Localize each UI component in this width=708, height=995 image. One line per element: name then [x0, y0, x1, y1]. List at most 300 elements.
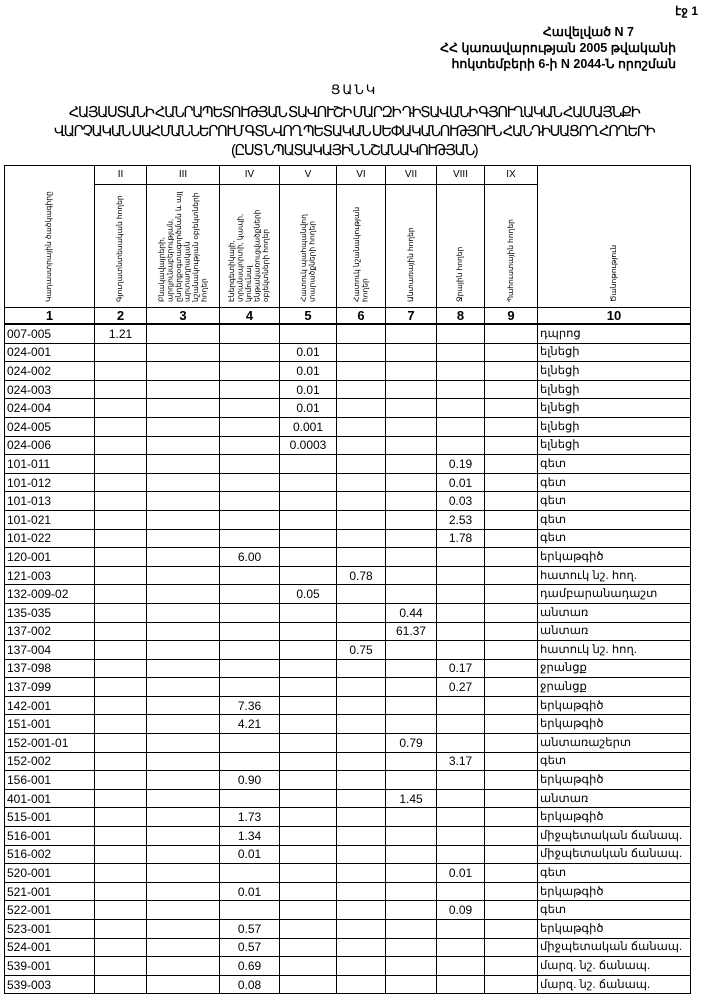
area-value: [485, 901, 538, 920]
table-row: [5, 808, 691, 827]
table-row: [5, 362, 691, 381]
cadastral-code: 024-001: [5, 343, 95, 362]
area-value: [337, 808, 386, 827]
area-value: [95, 827, 147, 846]
cadastral-code: 101-013: [5, 492, 95, 511]
area-value: [437, 957, 485, 976]
area-value: [485, 473, 538, 492]
annex-line: հոկտեմբերի 6-ի N 2044-Ն որոշման: [451, 57, 676, 71]
area-value: [386, 715, 437, 734]
table-row: [5, 566, 691, 585]
roman-numeral: IV: [220, 166, 280, 185]
area-value: [386, 529, 437, 548]
note-cell: միջպետական ճանապ.: [538, 938, 691, 957]
note-cell: գետ: [538, 510, 691, 529]
area-value: [337, 399, 386, 418]
cadastral-code: 524-001: [5, 938, 95, 957]
area-value: [220, 864, 280, 883]
area-value: [337, 771, 386, 790]
area-value: [337, 827, 386, 846]
area-value: [485, 678, 538, 697]
table-row: [5, 771, 691, 790]
area-value: [95, 901, 147, 920]
area-value: [337, 585, 386, 604]
area-value: [147, 920, 220, 939]
annex-reference: [440, 24, 676, 72]
table-row: [5, 529, 691, 548]
area-value: [280, 975, 337, 994]
area-value: 0.01: [280, 343, 337, 362]
cadastral-code: 523-001: [5, 920, 95, 939]
area-value: [147, 827, 220, 846]
area-value: [147, 455, 220, 474]
area-value: [437, 603, 485, 622]
table-row: [5, 734, 691, 753]
area-value: 0.79: [386, 734, 437, 753]
area-value: [386, 492, 437, 511]
roman-numeral: VIII: [437, 166, 485, 185]
column-header: [95, 185, 147, 308]
list-heading: ՑԱՆԿ: [330, 82, 378, 97]
table-row: [5, 752, 691, 771]
area-value: [280, 957, 337, 976]
note-cell: միջպետական ճանապ.: [538, 845, 691, 864]
area-value: [220, 399, 280, 418]
area-value: [485, 752, 538, 771]
area-value: [280, 529, 337, 548]
table-row: [5, 901, 691, 920]
area-value: 0.01: [220, 882, 280, 901]
area-value: [437, 436, 485, 455]
area-value: [337, 678, 386, 697]
table-row: [5, 399, 691, 418]
area-value: [485, 585, 538, 604]
area-value: [95, 920, 147, 939]
note-cell: ելնեցի: [538, 417, 691, 436]
area-value: 0.01: [280, 380, 337, 399]
area-value: [437, 734, 485, 753]
table-row: [5, 827, 691, 846]
cadastral-code: 101-022: [5, 529, 95, 548]
area-value: 0.19: [437, 455, 485, 474]
header-text: Ջրային հողեր: [455, 246, 465, 302]
area-value: [485, 789, 538, 808]
cadastral-code: 516-002: [5, 845, 95, 864]
area-value: [147, 715, 220, 734]
roman-numeral: VII: [386, 166, 437, 185]
area-value: [220, 362, 280, 381]
area-value: [437, 938, 485, 957]
roman-numeral: VI: [337, 166, 386, 185]
area-value: 0.17: [437, 659, 485, 678]
area-value: [147, 436, 220, 455]
area-value: [337, 901, 386, 920]
area-value: [280, 789, 337, 808]
area-value: [280, 603, 337, 622]
area-value: [147, 678, 220, 697]
table-row: [5, 659, 691, 678]
note-cell: անտառաշերտ: [538, 734, 691, 753]
area-value: [220, 436, 280, 455]
note-cell: մարզ. նշ. ճանապ.: [538, 975, 691, 994]
area-value: [95, 473, 147, 492]
cadastral-code: 539-003: [5, 975, 95, 994]
cadastral-code: 156-001: [5, 771, 95, 790]
note-cell: դամբարանադաշտ: [538, 585, 691, 604]
area-value: [337, 455, 386, 474]
table-row: [5, 585, 691, 604]
cadastral-code: 401-001: [5, 789, 95, 808]
area-value: [337, 510, 386, 529]
area-value: [280, 641, 337, 660]
note-cell: ելնեցի: [538, 362, 691, 381]
area-value: 7.36: [220, 696, 280, 715]
area-value: [386, 771, 437, 790]
note-cell: գետ: [538, 455, 691, 474]
area-value: [95, 529, 147, 548]
area-value: [220, 752, 280, 771]
cadastral-code: 007-005: [5, 324, 95, 343]
area-value: [437, 771, 485, 790]
table-row: [5, 975, 691, 994]
area-value: [220, 585, 280, 604]
area-value: [280, 845, 337, 864]
page-label: էջ 1: [675, 4, 698, 18]
area-value: [220, 566, 280, 585]
area-value: [147, 901, 220, 920]
note-cell: երկաթգիծ: [538, 548, 691, 567]
area-value: [280, 566, 337, 585]
area-value: [147, 473, 220, 492]
area-value: [147, 957, 220, 976]
area-value: 0.001: [280, 417, 337, 436]
table-row: [5, 622, 691, 641]
area-value: [147, 752, 220, 771]
area-value: [220, 603, 280, 622]
area-value: [337, 603, 386, 622]
roman-numeral: V: [280, 166, 337, 185]
table-row: [5, 845, 691, 864]
area-value: [386, 659, 437, 678]
area-value: [485, 436, 538, 455]
header-text: Էներգետիկայի, տրանսպորտի, կապի, կոմունալ ենթակառուցվածքների օբյեկտների հողեր: [227, 209, 271, 302]
area-value: [485, 362, 538, 381]
area-value: 1.45: [386, 789, 437, 808]
table-row: [5, 882, 691, 901]
area-value: [220, 659, 280, 678]
area-value: [386, 362, 437, 381]
area-value: [220, 492, 280, 511]
area-value: [337, 752, 386, 771]
table-row: [5, 864, 691, 883]
area-value: 0.27: [437, 678, 485, 697]
area-value: [337, 882, 386, 901]
area-value: 0.01: [220, 845, 280, 864]
area-value: [386, 436, 437, 455]
area-value: [95, 436, 147, 455]
header-text: Գյուղատնտեսական հողեր: [115, 195, 125, 302]
area-value: [485, 882, 538, 901]
table-row: [5, 603, 691, 622]
area-value: [147, 380, 220, 399]
area-value: [386, 864, 437, 883]
area-value: [437, 362, 485, 381]
area-value: [437, 882, 485, 901]
area-value: 0.0003: [280, 436, 337, 455]
area-value: [437, 920, 485, 939]
note-cell: դպրոց: [538, 324, 691, 343]
area-value: [386, 548, 437, 567]
area-value: [147, 975, 220, 994]
table-row: [5, 324, 691, 343]
area-value: [220, 324, 280, 343]
roman-numeral: II: [95, 166, 147, 185]
area-value: [485, 957, 538, 976]
area-value: [485, 603, 538, 622]
area-value: [437, 324, 485, 343]
area-value: [437, 566, 485, 585]
cadastral-code: 152-001-01: [5, 734, 95, 753]
area-value: 4.21: [220, 715, 280, 734]
area-value: [280, 715, 337, 734]
note-cell: գետ: [538, 473, 691, 492]
area-value: 0.75: [337, 641, 386, 660]
note-cell: երկաթգիծ: [538, 920, 691, 939]
cadastral-code: 151-001: [5, 715, 95, 734]
note-cell: ելնեցի: [538, 343, 691, 362]
area-value: 2.53: [437, 510, 485, 529]
cadastral-code: 137-002: [5, 622, 95, 641]
area-value: 1.78: [437, 529, 485, 548]
note-cell: գետ: [538, 864, 691, 883]
area-value: [386, 585, 437, 604]
area-value: [147, 641, 220, 660]
title-line: ՎԱՐՉԱԿԱՆ ՍԱՀՄԱՆՆԵՐՈՒՄ ԳՏՆՎՈՂ ՊԵՏԱԿԱՆ ՍԵՓԱԿԱՆՈՒԹՅՈՒՆ ՀԱՆԴԻՍԱՑՈՂ ՀՈՂԵՐԻ: [53, 123, 655, 140]
area-value: [437, 622, 485, 641]
area-value: [485, 920, 538, 939]
area-value: [147, 622, 220, 641]
column-header: [280, 185, 337, 308]
area-value: [95, 362, 147, 381]
area-value: [386, 510, 437, 529]
area-value: [485, 417, 538, 436]
table-row: [5, 380, 691, 399]
note-cell: երկաթգիծ: [538, 808, 691, 827]
area-value: 0.01: [437, 864, 485, 883]
note-cell: մարզ. նշ. ճանապ.: [538, 957, 691, 976]
note-cell: անտառ: [538, 789, 691, 808]
note-cell: ջրանցք: [538, 678, 691, 697]
area-value: [95, 659, 147, 678]
area-value: [147, 882, 220, 901]
area-value: [95, 455, 147, 474]
area-value: [220, 455, 280, 474]
area-value: [95, 603, 147, 622]
area-value: [437, 399, 485, 418]
column-number: 8: [437, 308, 485, 325]
area-value: [147, 864, 220, 883]
cadastral-code: 515-001: [5, 808, 95, 827]
area-value: [147, 343, 220, 362]
area-value: [386, 901, 437, 920]
area-value: [95, 845, 147, 864]
note-cell: միջպետական ճանապ.: [538, 827, 691, 846]
area-value: [437, 827, 485, 846]
area-value: [386, 938, 437, 957]
note-cell: երկաթգիծ: [538, 696, 691, 715]
area-value: [337, 734, 386, 753]
area-value: [437, 585, 485, 604]
note-cell: անտառ: [538, 603, 691, 622]
area-value: [337, 845, 386, 864]
cadastral-code: 137-004: [5, 641, 95, 660]
area-value: [386, 696, 437, 715]
area-value: 0.03: [437, 492, 485, 511]
area-value: [437, 548, 485, 567]
title-line: ՀԱՅԱՍՏԱՆԻ ՀԱՆՐԱՊԵՏՈՒԹՅԱՆ ՏԱՎՈՒՇԻ ՄԱՐԶԻ ԴԻՏԱՎԱՆԻ ԳՅՈՒՂԱԿԱՆ ՀԱՄԱՅՆՔԻ: [68, 104, 640, 121]
area-value: [337, 362, 386, 381]
note-cell: գետ: [538, 752, 691, 771]
header-text: Պահուստային հողեր: [505, 219, 515, 302]
area-value: [280, 622, 337, 641]
annex-line: ՀՀ կառավարության 2005 թվականի: [440, 41, 676, 55]
roman-numeral: III: [147, 166, 220, 185]
area-value: [95, 734, 147, 753]
area-value: [485, 771, 538, 790]
area-value: [95, 622, 147, 641]
table-row: [5, 938, 691, 957]
area-value: 0.69: [220, 957, 280, 976]
area-value: [485, 938, 538, 957]
area-value: [485, 808, 538, 827]
area-value: [280, 492, 337, 511]
column-number: 2: [95, 308, 147, 325]
area-value: [95, 975, 147, 994]
area-value: 1.21: [95, 324, 147, 343]
area-value: [220, 901, 280, 920]
area-value: [437, 641, 485, 660]
area-value: [337, 324, 386, 343]
area-value: [95, 585, 147, 604]
roman-numeral: IX: [485, 166, 538, 185]
header-text: Հատուկ նշանակության հողեր: [351, 206, 369, 302]
area-value: [95, 957, 147, 976]
area-value: [280, 808, 337, 827]
column-number: 4: [220, 308, 280, 325]
area-value: [147, 529, 220, 548]
column-number: 9: [485, 308, 538, 325]
cadastral-code: 024-006: [5, 436, 95, 455]
area-value: [485, 715, 538, 734]
area-value: [280, 864, 337, 883]
cadastral-code: 520-001: [5, 864, 95, 883]
area-value: 0.01: [280, 399, 337, 418]
cadastral-code: 024-004: [5, 399, 95, 418]
area-value: [147, 417, 220, 436]
table-row: [5, 715, 691, 734]
column-number: 5: [280, 308, 337, 325]
area-value: [386, 455, 437, 474]
column-header-code: [5, 166, 95, 308]
area-value: [386, 808, 437, 827]
area-value: [95, 566, 147, 585]
area-value: [280, 752, 337, 771]
area-value: [220, 529, 280, 548]
area-value: [280, 771, 337, 790]
header-text: Անտառային հողեր: [405, 227, 415, 302]
table-row: [5, 957, 691, 976]
area-value: 1.73: [220, 808, 280, 827]
area-value: [485, 566, 538, 585]
note-cell: երկաթգիծ: [538, 771, 691, 790]
area-value: [147, 734, 220, 753]
area-value: [95, 548, 147, 567]
area-value: [485, 864, 538, 883]
area-value: [386, 882, 437, 901]
area-value: [147, 771, 220, 790]
area-value: [386, 920, 437, 939]
area-value: [437, 696, 485, 715]
area-value: [220, 380, 280, 399]
area-value: [95, 752, 147, 771]
area-value: [147, 808, 220, 827]
area-value: [386, 827, 437, 846]
area-value: [95, 864, 147, 883]
area-value: [485, 492, 538, 511]
column-header-note: [538, 166, 691, 308]
area-value: [95, 399, 147, 418]
note-cell: ելնեցի: [538, 436, 691, 455]
area-value: [485, 734, 538, 753]
area-value: [337, 715, 386, 734]
area-value: [280, 734, 337, 753]
area-value: [485, 845, 538, 864]
cadastral-code: 152-002: [5, 752, 95, 771]
area-value: [220, 678, 280, 697]
note-cell: երկաթգիծ: [538, 715, 691, 734]
area-value: [485, 975, 538, 994]
area-value: [485, 696, 538, 715]
area-value: 0.78: [337, 566, 386, 585]
area-value: [147, 603, 220, 622]
area-value: [337, 417, 386, 436]
area-value: [386, 343, 437, 362]
area-value: 0.57: [220, 938, 280, 957]
area-value: [220, 510, 280, 529]
area-value: [280, 659, 337, 678]
area-value: [220, 473, 280, 492]
area-value: [437, 808, 485, 827]
area-value: [280, 938, 337, 957]
area-value: [220, 734, 280, 753]
note-cell: ելնեցի: [538, 399, 691, 418]
area-value: [437, 715, 485, 734]
cadastral-code: 101-021: [5, 510, 95, 529]
area-value: [337, 548, 386, 567]
area-value: 0.90: [220, 771, 280, 790]
area-value: 61.37: [386, 622, 437, 641]
table-row: [5, 492, 691, 511]
area-value: [337, 380, 386, 399]
header-text: Ծանոթություն: [608, 244, 618, 302]
area-value: [437, 417, 485, 436]
area-value: 0.09: [437, 901, 485, 920]
area-value: 0.44: [386, 603, 437, 622]
area-value: [337, 696, 386, 715]
area-value: [437, 380, 485, 399]
column-header: [220, 185, 280, 308]
area-value: [147, 548, 220, 567]
